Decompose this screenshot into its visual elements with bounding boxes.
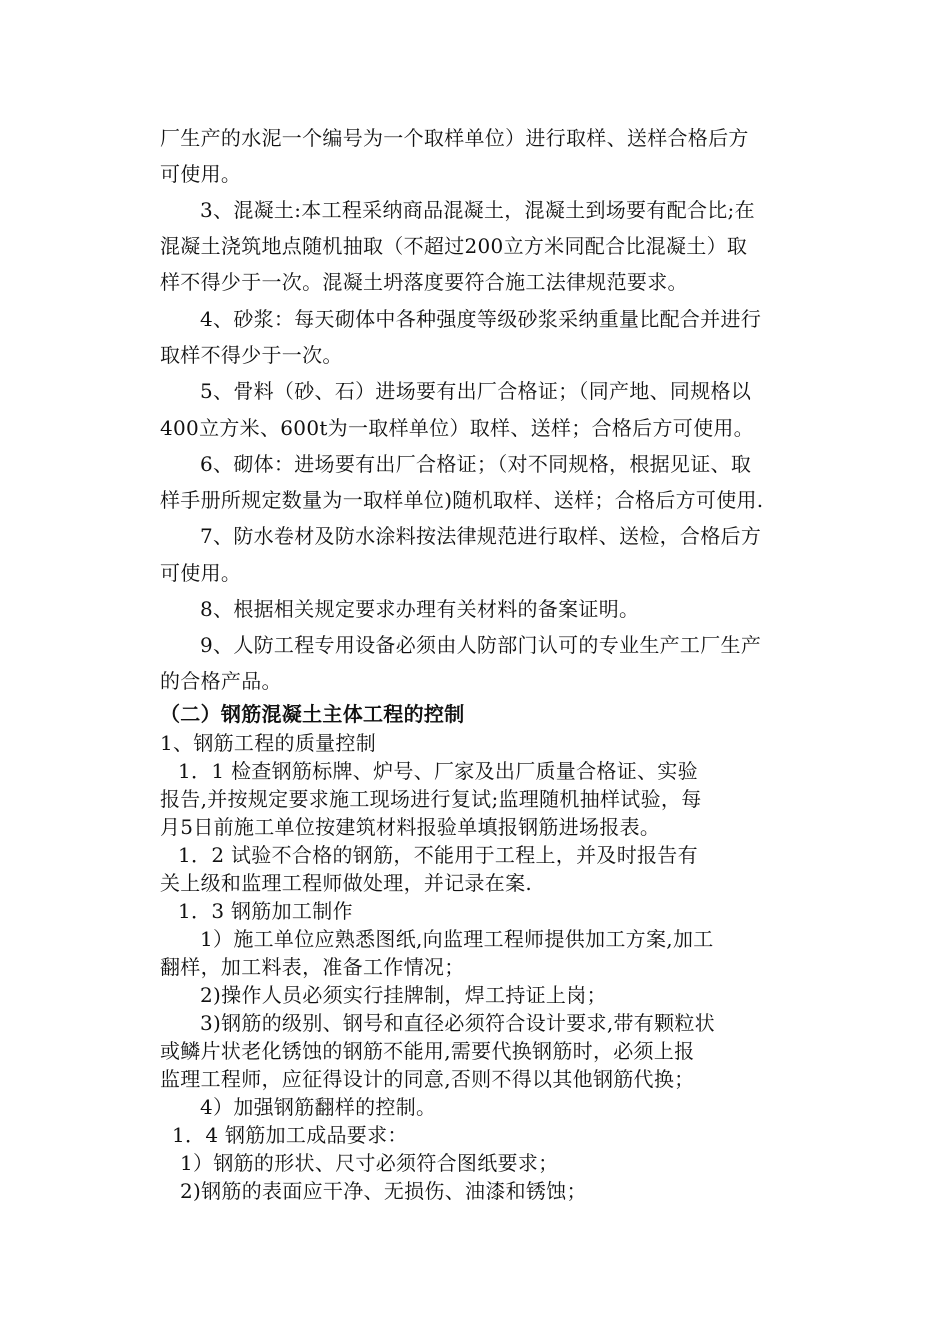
text-line: 关上级和监理工程师做处理，并记录在案. — [160, 871, 533, 895]
text-line: 5、骨料（砂、石）进场要有出厂合格证；（同产地、同规格以 — [200, 379, 752, 403]
text-line: 3、混凝土:本工程采纳商品混凝土，混凝土到场要有配合比;在 — [200, 198, 755, 222]
text-line: 1．4 钢筋加工成品要求： — [172, 1123, 408, 1147]
text-line: 7、防水卷材及防水涂料按法律规范进行取样、送检，合格后方 — [200, 524, 762, 548]
text-line: 9、人防工程专用设备必须由人防部门认可的专业生产工厂生产 — [200, 633, 762, 657]
text-line: 1．1 检查钢筋标牌、炉号、厂家及出厂质量合格证、实验 — [178, 759, 698, 783]
text-line: 8、根据相关规定要求办理有关材料的备案证明。 — [200, 597, 640, 621]
text-line: 可使用。 — [160, 561, 242, 585]
text-line: 样不得少于一次。混凝土坍落度要符合施工法律规范要求。 — [160, 270, 688, 294]
section-heading: （二）钢筋混凝土主体工程的控制 — [160, 702, 465, 726]
text-line: 翻样，加工料表，准备工作情况； — [160, 955, 465, 979]
subsection-heading: 1、钢筋工程的质量控制 — [160, 731, 377, 755]
text-line: 1）钢筋的形状、尺寸必须符合图纸要求； — [180, 1151, 559, 1175]
text-line: 监理工程师，应征得设计的同意,否则不得以其他钢筋代换； — [160, 1067, 695, 1091]
text-line: 报告,并按规定要求施工现场进行复试;监理随机抽样试验，每 — [160, 787, 702, 811]
text-line: 可使用。 — [160, 162, 242, 186]
text-line: 2)钢筋的表面应干净、无损伤、油漆和锈蚀； — [180, 1179, 587, 1203]
text-line: 4、砂浆：每天砌体中各种强度等级砂浆采纳重量比配合并进行 — [200, 307, 762, 331]
text-line: 的合格产品。 — [160, 669, 282, 693]
text-line: 6、砌体：进场要有出厂合格证；（对不同规格，根据见证、取 — [200, 452, 752, 476]
text-line: 混凝土浇筑地点随机抽取（不超过200立方米同配合比混凝土）取 — [160, 234, 748, 258]
text-line: 厂生产的水泥一个编号为一个取样单位）进行取样、送样合格后方 — [160, 126, 749, 150]
text-line: 1）施工单位应熟悉图纸,向监理工程师提供加工方案,加工 — [200, 927, 714, 951]
text-line: 400立方米、600t为一取样单位）取样、送样；合格后方可使用。 — [160, 416, 754, 440]
text-line: 4）加强钢筋翻样的控制。 — [200, 1095, 437, 1119]
text-line: 月5日前施工单位按建筑材料报验单填报钢筋进场报表。 — [160, 815, 661, 839]
text-line: 2)操作人员必须实行挂牌制，焊工持证上岗； — [200, 983, 607, 1007]
text-line: 1．3 钢筋加工制作 — [178, 899, 353, 923]
text-line: 或鳞片状老化锈蚀的钢筋不能用,需要代换钢筋时，必须上报 — [160, 1039, 695, 1063]
text-line: 1．2 试验不合格的钢筋，不能用于工程上，并及时报告有 — [178, 843, 698, 867]
text-line: 样手册所规定数量为一取样单位)随机取样、送样；合格后方可使用. — [160, 488, 764, 512]
text-line: 3)钢筋的级别、钢号和直径必须符合设计要求,带有颗粒状 — [200, 1011, 715, 1035]
text-line: 取样不得少于一次。 — [160, 343, 343, 367]
